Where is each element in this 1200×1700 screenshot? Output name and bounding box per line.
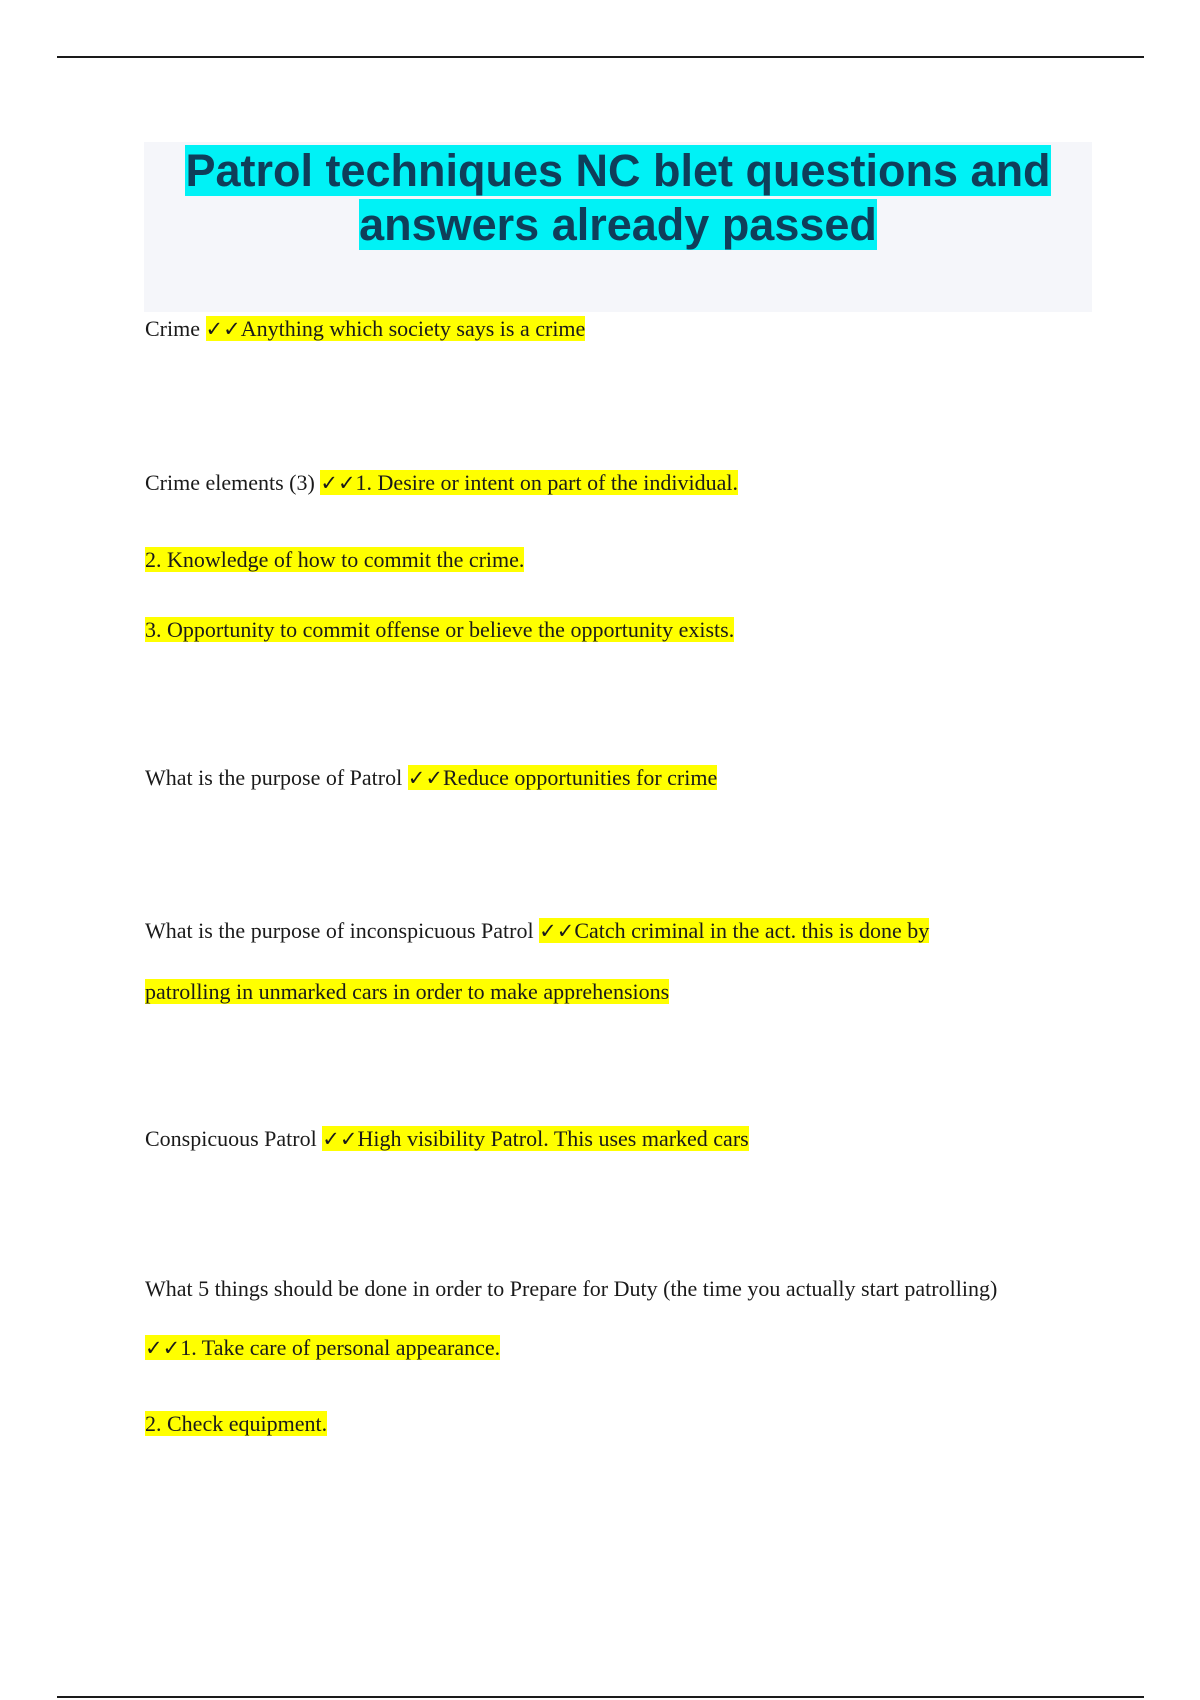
qa-inconspicuous-patrol	[145, 915, 929, 947]
answer-highlight	[408, 765, 718, 790]
question-text: What is the purpose of inconspicuous Patrol	[145, 918, 534, 943]
question-text: Conspicuous Patrol	[145, 1126, 317, 1151]
qa-prepare-for-duty	[145, 1273, 997, 1305]
answer-highlight	[206, 316, 586, 341]
double-check-icon: ✓✓	[145, 1336, 181, 1360]
page-bottom-rule	[57, 1696, 1144, 1698]
answer-highlight	[145, 1335, 500, 1360]
answer-text: High visibility Patrol. This uses marked cars	[357, 1126, 749, 1151]
answer-continuation	[145, 976, 669, 1008]
double-check-icon: ✓✓	[320, 471, 356, 495]
answer-continuation	[145, 544, 524, 576]
answer-text: 2. Check equipment.	[145, 1411, 328, 1436]
answer-continuation	[145, 1408, 327, 1440]
question-text: Crime elements (3)	[145, 470, 315, 495]
qa-conspicuous-patrol	[145, 1123, 749, 1155]
qa-crime	[145, 313, 585, 345]
answer-first-line	[145, 1332, 500, 1364]
qa-purpose-of-patrol	[145, 762, 717, 794]
answer-text: 3. Opportunity to commit offense or believe the opportunity exists.	[145, 617, 735, 642]
answer-text: 1. Desire or intent on part of the individual.	[355, 470, 739, 495]
double-check-icon: ✓✓	[539, 919, 575, 943]
question-text: What is the purpose of Patrol	[145, 765, 403, 790]
page-top-rule	[57, 56, 1144, 58]
answer-text: 1. Take care of personal appearance.	[180, 1335, 501, 1360]
title-line-1: Patrol techniques NC blet questions and	[185, 145, 1051, 196]
question-text: Crime	[145, 316, 200, 341]
qa-crime-elements	[145, 467, 738, 499]
answer-text: Anything which society says is a crime	[240, 316, 586, 341]
answer-text: patrolling in unmarked cars in order to make apprehensions	[145, 979, 670, 1004]
document-title	[144, 142, 1092, 252]
double-check-icon: ✓✓	[205, 317, 241, 341]
answer-continuation	[145, 614, 734, 646]
answer-highlight	[320, 470, 738, 495]
answer-highlight	[539, 918, 929, 943]
double-check-icon: ✓✓	[322, 1127, 358, 1151]
question-text: What 5 things should be done in order to Prepare for Duty (the time you actually start patrolling)	[145, 1276, 998, 1301]
answer-text: Reduce opportunities for crime	[442, 765, 718, 790]
answer-text: Catch criminal in the act. this is done by	[574, 918, 930, 943]
title-line-2: answers already passed	[359, 199, 877, 250]
answer-highlight	[322, 1126, 748, 1151]
answer-text: 2. Knowledge of how to commit the crime.	[145, 547, 525, 572]
title-panel	[144, 142, 1092, 312]
double-check-icon: ✓✓	[407, 766, 443, 790]
